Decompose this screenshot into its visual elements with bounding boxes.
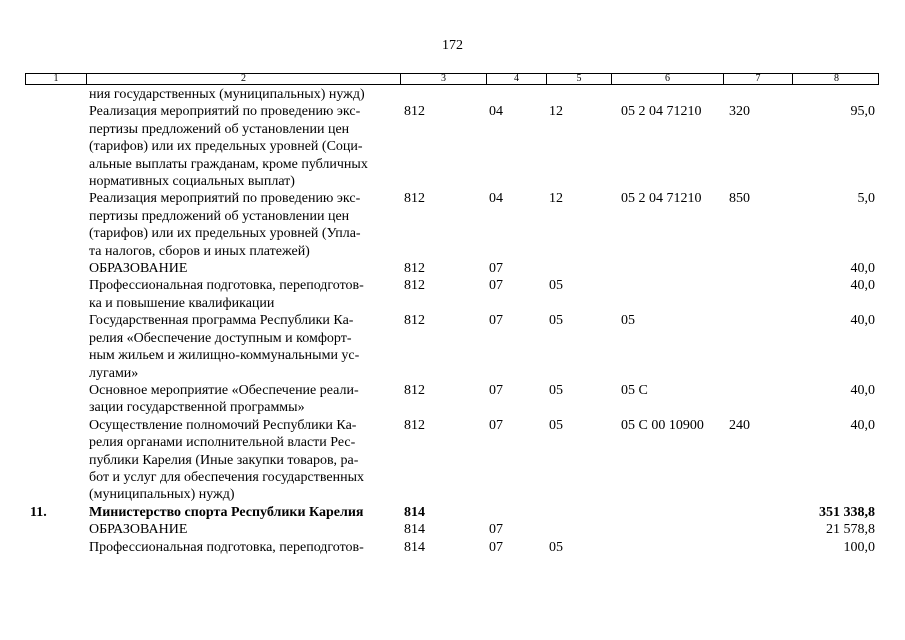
row-name-line: Реализация мероприятий по проведению экс- [89, 104, 361, 120]
row-name-line: ния государственных (муниципальных) нужд) [89, 87, 365, 102]
row-name-line: лугами» [89, 365, 139, 381]
row-name [89, 521, 394, 538]
row-name [89, 417, 394, 504]
cell-target-item: 05 2 04 71210 [621, 191, 702, 207]
row-name-line: нормативных социальных выплат) [89, 174, 295, 190]
table-row [0, 521, 905, 538]
row-name [89, 260, 394, 277]
cell-target-item: 05 С 00 10900 [621, 417, 704, 433]
row-name-line: Государственная программа Республики Ка- [89, 313, 354, 329]
table-row [0, 277, 905, 312]
cell-ministry-code: 812 [404, 382, 425, 398]
row-name-line: зации государственной программы» [89, 400, 305, 416]
header-col-8: 8 [792, 74, 880, 84]
cell-expense-type: 240 [729, 417, 750, 433]
cell-subsection: 05 [549, 278, 563, 294]
row-name [89, 382, 394, 417]
table-row [0, 86, 905, 103]
row-name-line: Основное мероприятие «Обеспечение реали- [89, 382, 359, 398]
cell-expense-type: 320 [729, 104, 750, 120]
table-row [0, 190, 905, 260]
cell-ministry-code: 812 [404, 313, 425, 329]
row-name-line: бот и услуг для обеспечения государственных [89, 469, 364, 485]
row-name-line: публики Карелия (Иные закупки товаров, ра- [89, 452, 359, 468]
row-name-line: альные выплаты гражданам, кроме публичных [89, 156, 368, 172]
row-name-line: ОБРАЗОВАНИЕ [89, 261, 188, 277]
cell-section: 07 [489, 382, 503, 398]
row-name [89, 312, 394, 382]
row-name-line: пертизы предложений об установлении цен [89, 121, 350, 137]
cell-target-item: 05 2 04 71210 [621, 104, 702, 120]
row-name-line: Осуществление полномочий Республики Ка- [89, 417, 357, 433]
cell-subsection: 05 [549, 382, 563, 398]
table-header-row [25, 73, 879, 85]
table-row [0, 312, 905, 382]
cell-subsection: 05 [549, 313, 563, 329]
row-name-line: Профессиональная подготовка, переподготов- [89, 278, 364, 294]
row-name-line: релия «Обеспечение доступным и комфорт- [89, 330, 352, 346]
cell-section: 07 [489, 539, 503, 555]
row-name [89, 86, 394, 103]
cell-ministry-code: 814 [404, 504, 425, 520]
row-name [89, 539, 394, 556]
cell-section: 07 [489, 261, 503, 277]
cell-amount: 95,0 [850, 104, 875, 120]
cell-section: 07 [489, 417, 503, 433]
row-name-line: Профессиональная подготовка, переподготов- [89, 539, 364, 555]
header-col-1: 1 [53, 73, 59, 84]
header-col-6: 6 [611, 74, 723, 84]
cell-amount: 21 578,8 [826, 522, 875, 538]
row-name-line: Министерство спорта Республики Карелия [89, 504, 364, 520]
cell-section: 04 [489, 104, 503, 120]
cell-target-item: 05 [621, 313, 635, 329]
cell-ministry-code: 812 [404, 261, 425, 277]
cell-section: 07 [489, 313, 503, 329]
cell-amount: 40,0 [850, 261, 875, 277]
page-number: 172 [442, 38, 463, 53]
cell-section: 07 [489, 278, 503, 294]
cell-amount: 5,0 [857, 191, 875, 207]
cell-subsection: 05 [549, 417, 563, 433]
row-name-line: та налогов, сборов и иных платежей) [89, 243, 310, 259]
table-body [0, 86, 905, 556]
row-name [89, 277, 394, 312]
table-row [0, 382, 905, 417]
cell-amount: 100,0 [843, 539, 875, 555]
cell-section: 04 [489, 191, 503, 207]
header-col-5: 5 [546, 74, 611, 84]
row-name-line: Реализация мероприятий по проведению экс- [89, 191, 361, 207]
cell-ministry-code: 814 [404, 539, 425, 555]
cell-section: 07 [489, 522, 503, 538]
header-col-4: 4 [486, 74, 546, 84]
cell-amount: 40,0 [850, 278, 875, 294]
header-col-2: 2 [86, 74, 400, 84]
row-name-line: (тарифов) или их предельных уровней (Соци- [89, 139, 363, 155]
cell-subsection: 05 [549, 539, 563, 555]
row-name [89, 190, 394, 260]
row-name-line: (муниципальных) нужд) [89, 487, 235, 503]
cell-ministry-code: 812 [404, 417, 425, 433]
cell-ministry-code: 814 [404, 522, 425, 538]
cell-amount: 40,0 [850, 313, 875, 329]
cell-expense-type: 850 [729, 191, 750, 207]
header-col-7: 7 [723, 74, 792, 84]
cell-ministry-code: 812 [404, 278, 425, 294]
cell-target-item: 05 С [621, 382, 648, 398]
row-name-line: ным жильем и жилищно-коммунальными ус- [89, 348, 360, 364]
table-row [0, 103, 905, 190]
cell-subsection: 12 [549, 191, 563, 207]
row-name-line: релия органами исполнительной власти Рес- [89, 435, 356, 451]
table-row [0, 417, 905, 504]
table-row [0, 539, 905, 556]
header-col-3: 3 [400, 74, 486, 84]
table-row [0, 504, 905, 521]
cell-subsection: 12 [549, 104, 563, 120]
row-name-line: ОБРАЗОВАНИЕ [89, 522, 188, 538]
row-name-line: ка и повышение квалификации [89, 295, 275, 311]
table-row [0, 260, 905, 277]
cell-amount: 351 338,8 [819, 504, 875, 520]
row-number: 11. [30, 504, 47, 520]
row-name [89, 504, 394, 521]
cell-amount: 40,0 [850, 382, 875, 398]
row-name-line: (тарифов) или их предельных уровней (Упла- [89, 226, 361, 242]
cell-ministry-code: 812 [404, 191, 425, 207]
cell-amount: 40,0 [850, 417, 875, 433]
row-name [89, 103, 394, 190]
row-name-line: пертизы предложений об установлении цен [89, 208, 350, 224]
cell-ministry-code: 812 [404, 104, 425, 120]
